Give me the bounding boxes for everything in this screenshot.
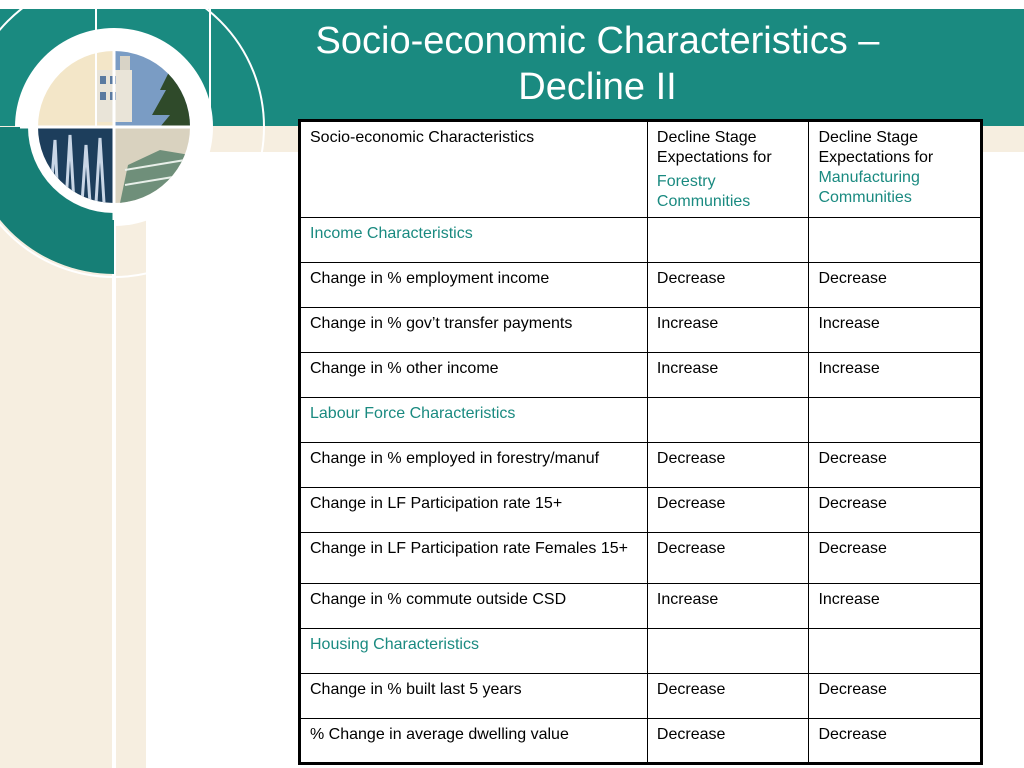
table-row: [300, 353, 982, 398]
row-label: Change in % employed in forestry/manuf: [300, 443, 648, 488]
header-forestry-prefix: Decline Stage Expectations for: [656, 129, 772, 166]
table-row: [300, 584, 982, 629]
row-label: Housing Characteristics: [300, 629, 648, 674]
forestry-value: [647, 398, 809, 443]
table-row: [300, 488, 982, 533]
manufacturing-value: Decrease: [809, 533, 982, 584]
row-label: Income Characteristics: [300, 218, 648, 263]
forestry-value: Decrease: [647, 719, 809, 764]
table-row: [300, 533, 982, 584]
table-section-row: [300, 629, 982, 674]
manufacturing-value: [809, 398, 982, 443]
forestry-value: [647, 629, 809, 674]
forestry-value: Increase: [647, 584, 809, 629]
manufacturing-value: Decrease: [809, 719, 982, 764]
header-characteristics: Socio-economic Characteristics: [300, 121, 648, 218]
table-section-row: [300, 398, 982, 443]
row-label: Change in LF Participation rate Females 15+: [300, 533, 648, 584]
page-title: [270, 18, 925, 110]
title-line-1: Socio-economic Characteristics –: [315, 20, 880, 62]
row-label: Change in % built last 5 years: [300, 674, 648, 719]
manufacturing-value: [809, 218, 982, 263]
row-label: Change in % employment income: [300, 263, 648, 308]
table-row: [300, 263, 982, 308]
forestry-value: Decrease: [647, 533, 809, 584]
title-line-2: Decline II: [518, 66, 677, 108]
table-row: [300, 443, 982, 488]
header-manufacturing-highlight: Manufacturing Communities: [818, 169, 920, 206]
forestry-value: Decrease: [647, 488, 809, 533]
row-label: Change in % commute outside CSD: [300, 584, 648, 629]
forestry-value: [647, 218, 809, 263]
row-label: Change in % other income: [300, 353, 648, 398]
forestry-value: Increase: [647, 308, 809, 353]
forestry-value: Decrease: [647, 263, 809, 308]
table-row: [300, 674, 982, 719]
manufacturing-value: Decrease: [809, 488, 982, 533]
circular-photo-collage-logo-icon: [0, 0, 270, 290]
table-section-row: [300, 218, 982, 263]
manufacturing-value: Decrease: [809, 443, 982, 488]
header-manufacturing: [809, 121, 982, 218]
table-row: [300, 719, 982, 764]
row-label: Change in % gov’t transfer payments: [300, 308, 648, 353]
forestry-value: Decrease: [647, 674, 809, 719]
manufacturing-value: Increase: [809, 353, 982, 398]
table-row: [300, 308, 982, 353]
manufacturing-value: Decrease: [809, 263, 982, 308]
row-label: Labour Force Characteristics: [300, 398, 648, 443]
manufacturing-value: Decrease: [809, 674, 982, 719]
row-label: Change in LF Participation rate 15+: [300, 488, 648, 533]
forestry-value: Increase: [647, 353, 809, 398]
table-header-row: [300, 121, 982, 218]
manufacturing-value: Increase: [809, 584, 982, 629]
forestry-value: Decrease: [647, 443, 809, 488]
header-forestry-highlight: Forestry Communities: [656, 173, 751, 210]
header-manufacturing-prefix: Decline Stage Expectations for: [818, 129, 934, 166]
manufacturing-value: [809, 629, 982, 674]
manufacturing-value: Increase: [809, 308, 982, 353]
characteristics-table: [298, 119, 983, 765]
row-label: % Change in average dwelling value: [300, 719, 648, 764]
header-forestry: [647, 121, 809, 218]
